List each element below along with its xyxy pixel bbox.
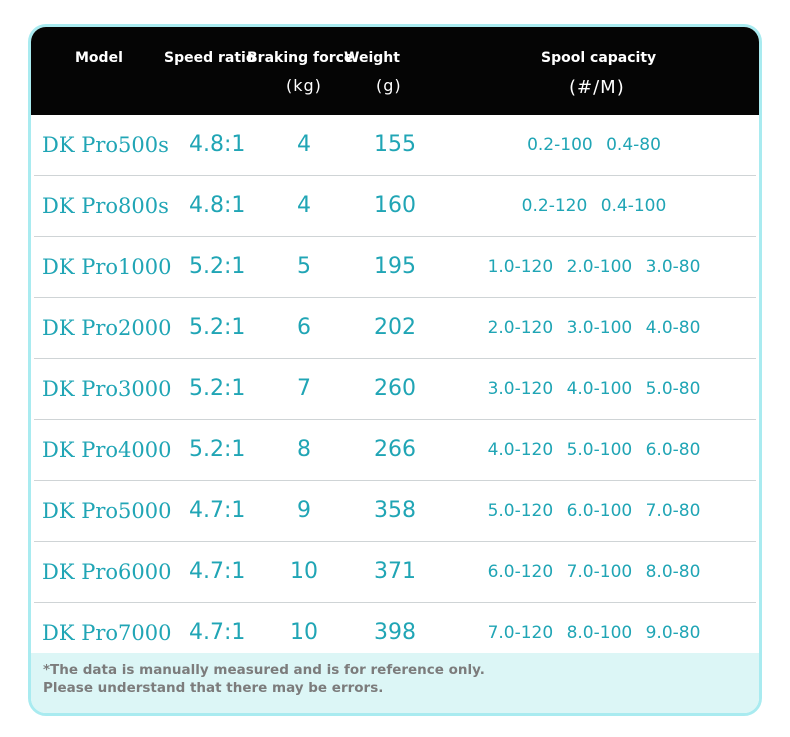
cell-weight: 358 bbox=[374, 498, 416, 523]
cell-model: DK Pro5000 bbox=[42, 499, 172, 523]
cell-braking-force: 7 bbox=[297, 376, 311, 401]
cell-model: DK Pro800s bbox=[42, 194, 169, 218]
cell-model: DK Pro2000 bbox=[42, 316, 172, 340]
cell-weight: 202 bbox=[374, 315, 416, 340]
cell-model: DK Pro500s bbox=[42, 133, 169, 157]
table-row bbox=[34, 298, 756, 359]
header-speed-ratio: Speed ratio bbox=[164, 50, 256, 66]
cell-spool-capacity: 5.0-120 6.0-100 7.0-80 bbox=[487, 501, 701, 521]
cell-braking-force: 4 bbox=[297, 193, 311, 218]
spec-table-card bbox=[28, 24, 762, 716]
cell-speed-ratio: 4.7:1 bbox=[189, 620, 246, 645]
header-braking-force: Braking force bbox=[247, 50, 354, 66]
header-weight: Weight bbox=[344, 50, 400, 66]
cell-model: DK Pro7000 bbox=[42, 621, 172, 645]
cell-weight: 371 bbox=[374, 559, 416, 584]
cell-model: DK Pro4000 bbox=[42, 438, 172, 462]
cell-speed-ratio: 4.7:1 bbox=[189, 559, 246, 584]
table-row bbox=[34, 115, 756, 176]
cell-spool-capacity: 3.0-120 4.0-100 5.0-80 bbox=[487, 379, 701, 399]
cell-model: DK Pro3000 bbox=[42, 377, 172, 401]
cell-weight: 155 bbox=[374, 132, 416, 157]
table-row bbox=[34, 420, 756, 481]
cell-spool-capacity: 2.0-120 3.0-100 4.0-80 bbox=[487, 318, 701, 338]
cell-spool-capacity: 4.0-120 5.0-100 6.0-80 bbox=[487, 440, 701, 460]
header-kg-unit: (kg) bbox=[286, 76, 322, 95]
cell-spool-capacity: 6.0-120 7.0-100 8.0-80 bbox=[487, 562, 701, 582]
cell-weight: 398 bbox=[374, 620, 416, 645]
cell-braking-force: 6 bbox=[297, 315, 311, 340]
cell-speed-ratio: 5.2:1 bbox=[189, 254, 246, 279]
cell-braking-force: 8 bbox=[297, 437, 311, 462]
table-row bbox=[34, 359, 756, 420]
table-body bbox=[31, 115, 759, 663]
cell-spool-capacity: 0.2-100 0.4-80 bbox=[527, 135, 661, 155]
cell-spool-capacity: 7.0-120 8.0-100 9.0-80 bbox=[487, 623, 701, 643]
cell-model: DK Pro1000 bbox=[42, 255, 172, 279]
cell-speed-ratio: 5.2:1 bbox=[189, 376, 246, 401]
table-row bbox=[34, 481, 756, 542]
cell-spool-capacity: 0.2-120 0.4-100 bbox=[521, 196, 667, 216]
footnote-line-1: *The data is manually measured and is for reference only. bbox=[43, 662, 485, 678]
cell-speed-ratio: 4.7:1 bbox=[189, 498, 246, 523]
cell-braking-force: 10 bbox=[290, 559, 318, 584]
header-spool-capacity: Spool capacity bbox=[541, 50, 657, 66]
table-row bbox=[34, 176, 756, 237]
cell-weight: 260 bbox=[374, 376, 416, 401]
table-row bbox=[34, 542, 756, 603]
cell-speed-ratio: 5.2:1 bbox=[189, 437, 246, 462]
header-model: Model bbox=[75, 50, 123, 66]
footnote bbox=[31, 653, 759, 713]
header-g-unit: (g) bbox=[376, 76, 402, 95]
table-header bbox=[31, 27, 759, 115]
cell-speed-ratio: 5.2:1 bbox=[189, 315, 246, 340]
cell-speed-ratio: 4.8:1 bbox=[189, 193, 246, 218]
cell-speed-ratio: 4.8:1 bbox=[189, 132, 246, 157]
header-spool-unit: (#/M) bbox=[569, 77, 625, 98]
cell-braking-force: 10 bbox=[290, 620, 318, 645]
footnote-line-2: Please understand that there may be errors. bbox=[43, 680, 384, 696]
cell-weight: 195 bbox=[374, 254, 416, 279]
cell-weight: 160 bbox=[374, 193, 416, 218]
cell-braking-force: 9 bbox=[297, 498, 311, 523]
cell-weight: 266 bbox=[374, 437, 416, 462]
cell-model: DK Pro6000 bbox=[42, 560, 172, 584]
cell-spool-capacity: 1.0-120 2.0-100 3.0-80 bbox=[487, 257, 701, 277]
cell-braking-force: 5 bbox=[297, 254, 311, 279]
cell-braking-force: 4 bbox=[297, 132, 311, 157]
table-row bbox=[34, 237, 756, 298]
